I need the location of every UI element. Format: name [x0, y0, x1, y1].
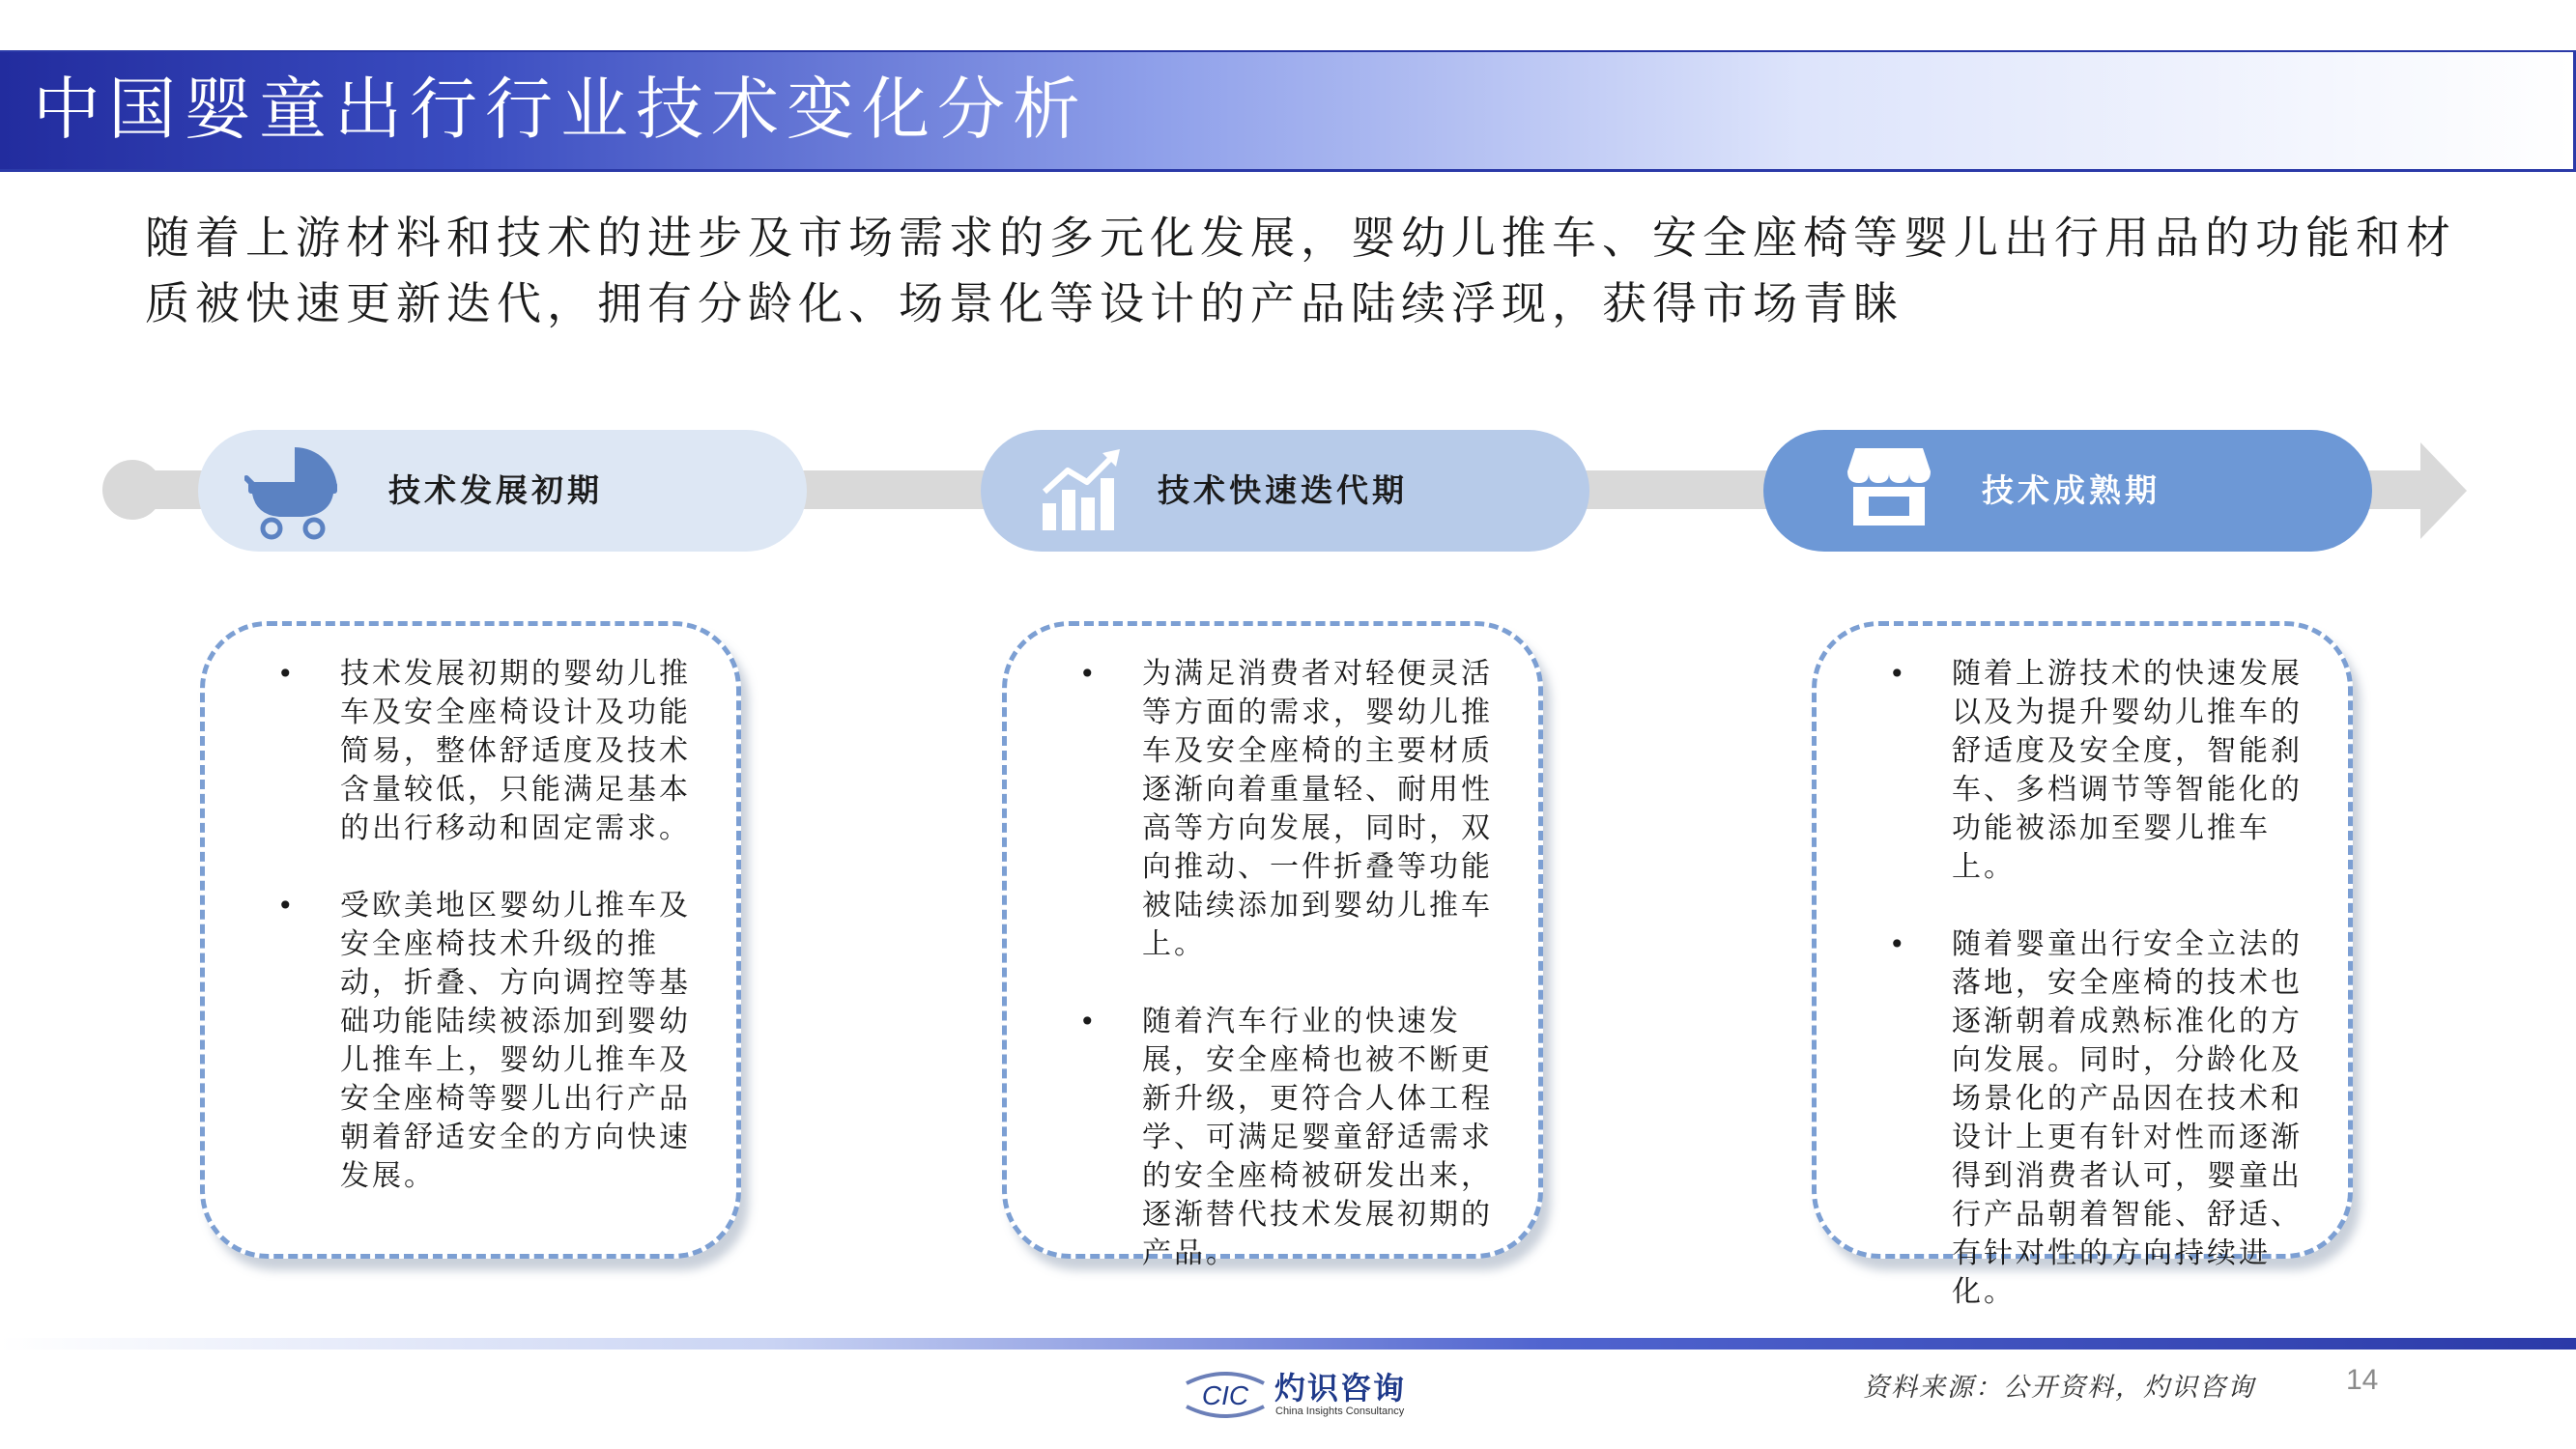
logo-text: CIC [1201, 1380, 1249, 1410]
bullet-icon: • [1889, 658, 1908, 690]
bullet-icon: • [277, 890, 297, 922]
logo-cn: 灼识咨询 [1274, 1370, 1407, 1406]
source-note: 资料来源：公开资料，灼识咨询 [1863, 1373, 2255, 1403]
phase-mature [1763, 430, 2372, 552]
card-iteration [1002, 621, 1543, 1270]
bullet-icon: • [1079, 658, 1099, 690]
bullet-text: 随着婴童出行安全立法的落地，安全座椅的技术也逐渐朝着成熟标准化的方向发展。同时，分龄化及场景化的产品因在技术和设计上更有针对性而逐渐得到消费者认可，婴童出行产品朝着智能、舒适、有针对性的方向持续进化。 [1952, 927, 2303, 1309]
list-item [258, 655, 702, 848]
bullet-text: 随着上游技术的快速发展以及为提升婴幼儿推车的舒适度及安全度，智能刹车、多档调节等智能化的功能被添加至婴儿推车上。 [1952, 657, 2303, 884]
title-bar [0, 50, 2576, 172]
page-number: 14 [2346, 1364, 2379, 1396]
bullet-text: 随着汽车行业的快速发展，安全座椅也被不断更新升级，更符合人体工程学、可满足婴童舒适需求的安全座椅被研发出来，逐渐替代技术发展初期的产品。 [1142, 1005, 1493, 1270]
bullet-list [1870, 655, 2314, 1350]
timeline-arrow-icon [2420, 442, 2467, 539]
logo-en: China Insights Consultancy [1275, 1406, 1405, 1417]
list-item [1870, 925, 2314, 1312]
list-item [1060, 1003, 1504, 1273]
phase-label: 技术快速迭代期 [1158, 471, 1408, 509]
list-item [258, 887, 702, 1196]
bullet-text: 受欧美地区婴幼儿推车及安全座椅技术升级的推动，折叠、方向调控等基础功能陆续被添加到婴幼儿推车上，婴幼儿推车及安全座椅等婴儿出行产品朝着舒适安全的方向快速发展。 [340, 889, 691, 1193]
company-logo [1181, 1362, 1413, 1430]
bullet-list [258, 655, 702, 1235]
card-early [200, 621, 741, 1259]
bullet-icon: • [277, 658, 297, 690]
bullet-text: 技术发展初期的婴幼儿推车及安全座椅设计及功能简易，整体舒适度及技术含量较低，只能满足基本的出行移动和固定需求。 [340, 657, 691, 845]
bullet-icon: • [1889, 928, 1908, 960]
intro-paragraph: 随着上游材料和技术的进步及市场需求的多元化发展，婴幼儿推车、安全座椅等婴儿出行用品的功能和材质被快速更新迭代，拥有分龄化、场景化等设计的产品陆续浮现，获得市场青睐 [145, 212, 2456, 329]
growth-chart-icon [1039, 447, 1126, 534]
footer-divider [0, 1338, 2576, 1350]
phase-early [198, 430, 807, 552]
bullet-text: 为满足消费者对轻便灵活等方面的需求，婴幼儿推车及安全座椅的主要材质逐渐向着重量轻、耐用性高等方向发展，同时，双向推动、一件折叠等功能被陆续添加到婴幼儿推车上。 [1142, 657, 1493, 961]
list-item [1060, 655, 1504, 964]
page-title: 中国婴童出行行业技术变化分析 [33, 70, 1088, 149]
cic-logo-icon [1181, 1366, 1270, 1424]
storefront-icon [1846, 442, 1932, 529]
phase-label: 技术成熟期 [1982, 471, 2161, 509]
bullet-list [1060, 655, 1504, 1312]
bullet-icon: • [1079, 1006, 1099, 1037]
card-mature [1812, 621, 2353, 1309]
phase-iteration [981, 430, 1589, 552]
stroller-icon [244, 443, 341, 540]
list-item [1870, 655, 2314, 887]
phase-label: 技术发展初期 [388, 471, 603, 509]
